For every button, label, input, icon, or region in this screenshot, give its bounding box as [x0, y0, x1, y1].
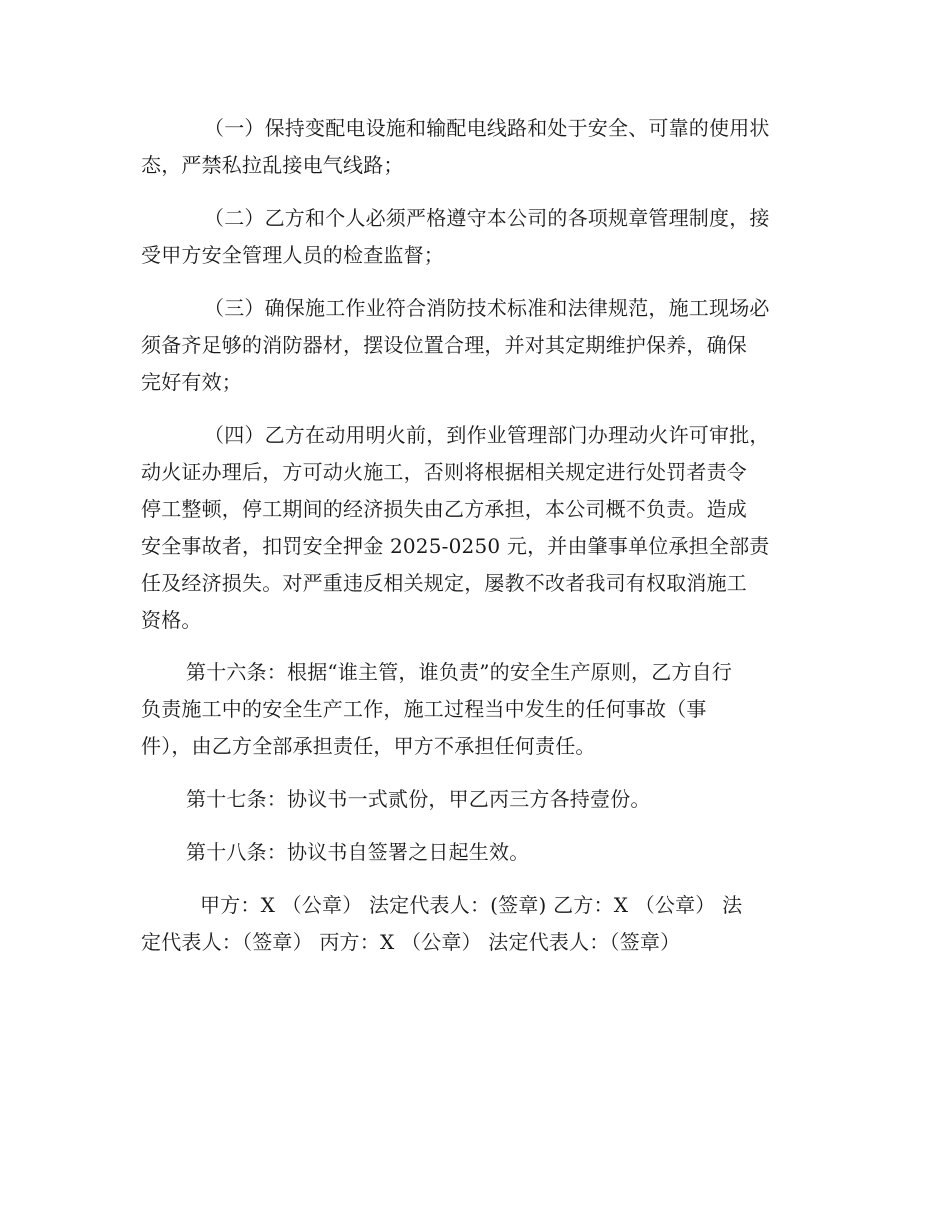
text-line: 完好有效； — [141, 370, 242, 394]
text-line: 停工整顿，停工期间的经济损失由乙方承担，本公司概不负责。造成 — [141, 497, 747, 521]
signature-line: 甲方：X （公章） 法定代表人：(签章) 乙方：X （公章） 法 — [200, 893, 743, 917]
text-line: （二）乙方和个人必须严格遵守本公司的各项规章管理制度，接 — [204, 206, 770, 230]
text-line: 第十六条：根据“谁主管，谁负责”的安全生产原则，乙方自行 — [186, 660, 733, 684]
text-line: （四）乙方在动用明火前，到作业管理部门办理动火许可审批， — [204, 423, 770, 447]
text-line: （一）保持变配电设施和输配电线路和处于安全、可靠的使用状 — [204, 116, 770, 140]
text-line: 负责施工中的安全生产工作，施工过程当中发生的任何事故（事 — [141, 697, 707, 721]
signature-line: 定代表人：（签章） 丙方：X （公章） 法定代表人：（签章） — [141, 930, 681, 954]
text-line: 第十八条：协议书自签署之日起生效。 — [186, 840, 530, 864]
text-line: 态，严禁私拉乱接电气线路； — [141, 153, 404, 177]
text-line: 受甲方安全管理人员的检查监督； — [141, 243, 444, 267]
text-line: 安全事故者，扣罚安全押金 2025-0250 元，并由肇事单位承担全部责 — [141, 534, 770, 558]
text-line: 件），由乙方全部承担责任，甲方不承担任何责任。 — [141, 734, 596, 758]
text-line: （三）确保施工作业符合消防技术标准和法律规范，施工现场必 — [204, 296, 770, 320]
text-line: 须备齐足够的消防器材，摆设位置合理，并对其定期维护保养，确保 — [141, 333, 747, 357]
text-line: 资格。 — [141, 608, 202, 632]
text-line: 第十七条：协议书一式贰份，甲乙丙三方各持壹份。 — [186, 787, 651, 811]
text-line: 任及经济损失。对严重违反相关规定，屡教不改者我司有权取消施工 — [141, 571, 747, 595]
text-line: 动火证办理后，方可动火施工，否则将根据相关规定进行处罚者责令 — [141, 460, 747, 484]
